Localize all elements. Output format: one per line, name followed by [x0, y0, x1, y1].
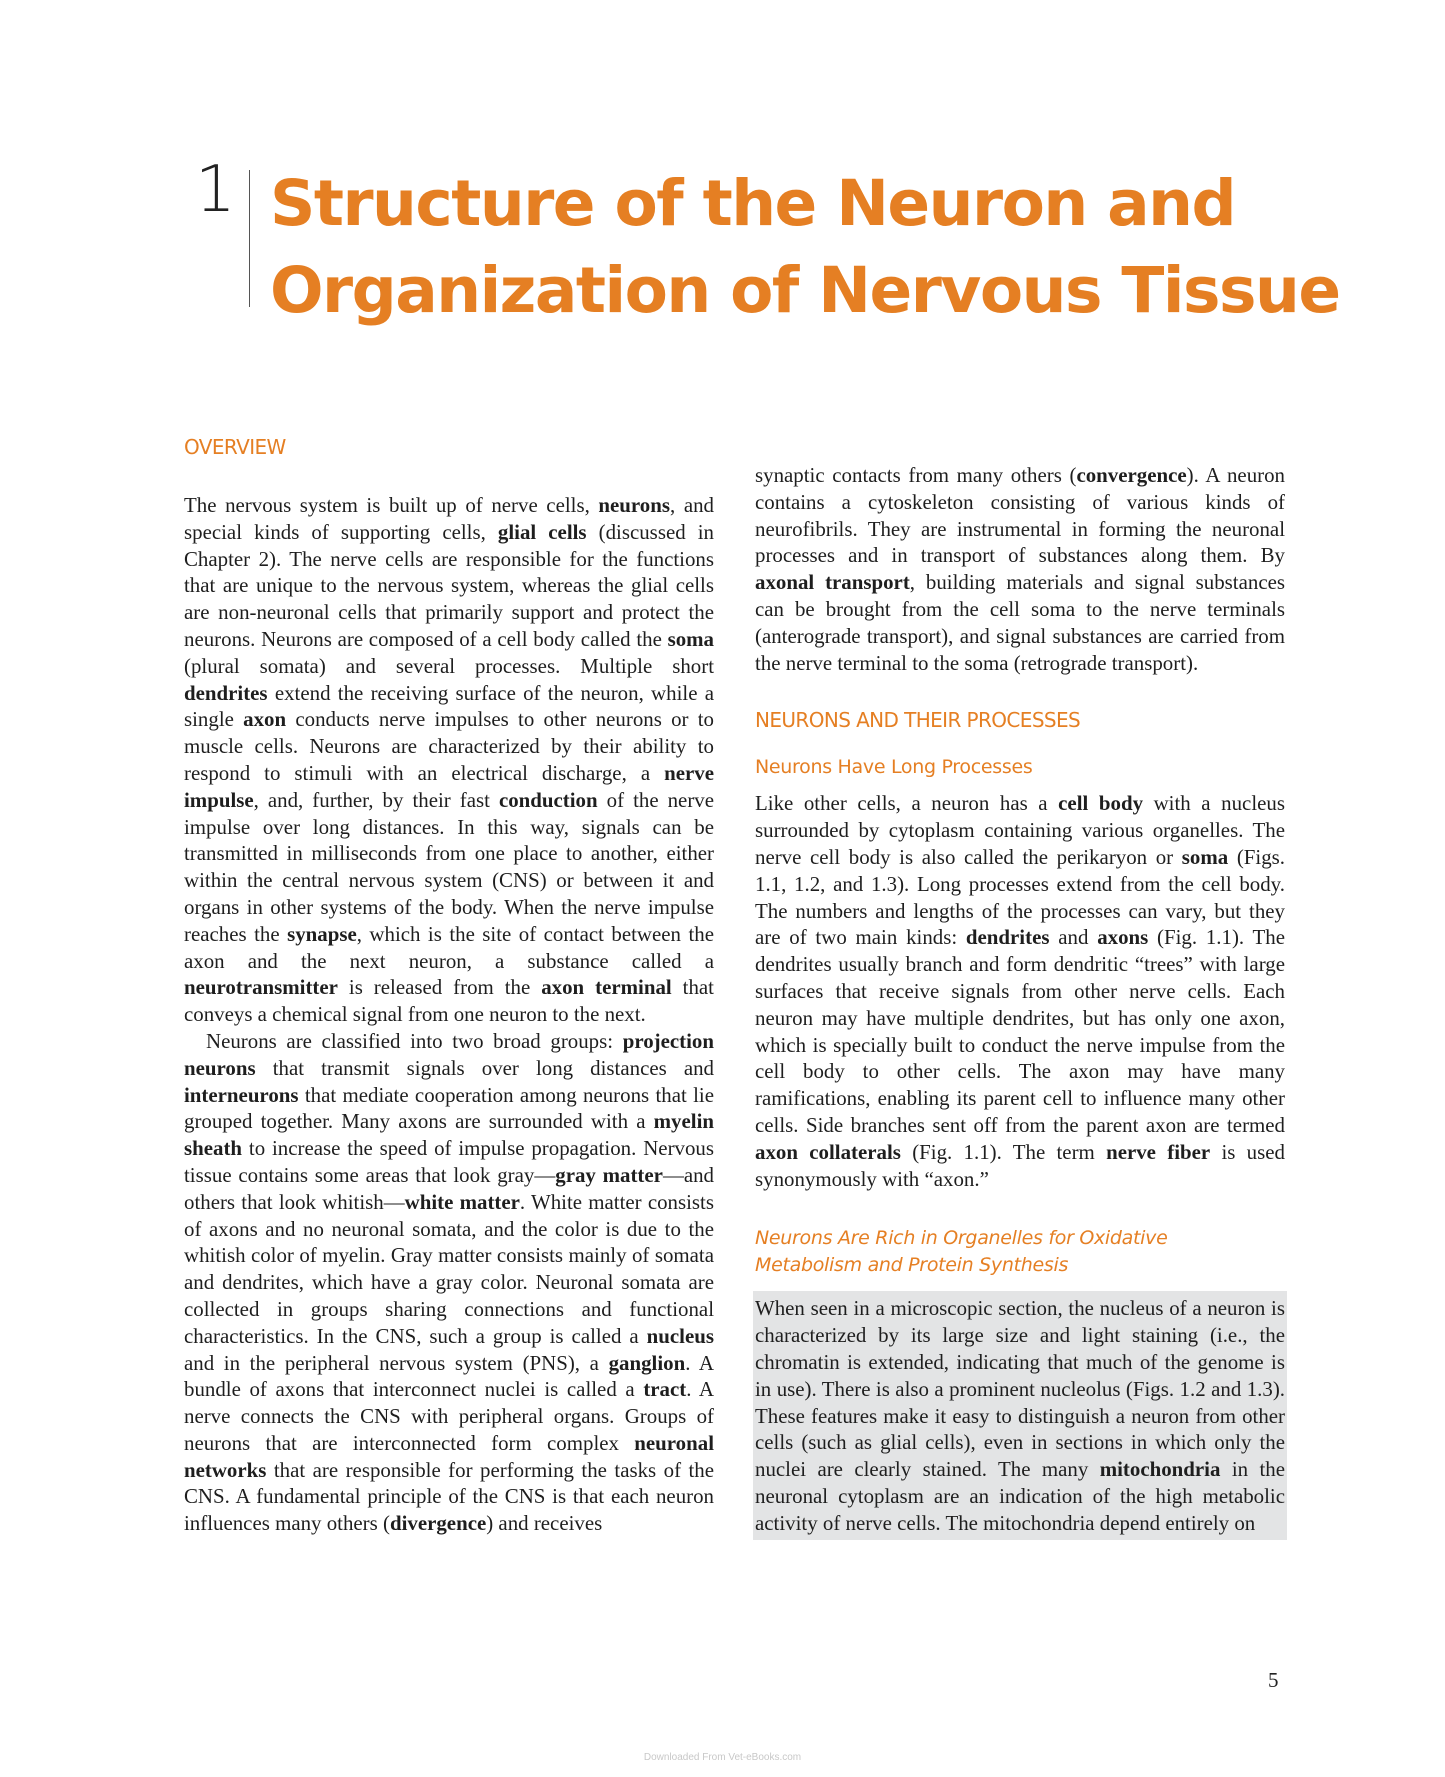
bold-term: projection neurons	[184, 1028, 714, 1080]
subsection-heading-organelles-line-1: Neurons Are Rich in Organelles for Oxidative	[755, 1227, 1168, 1250]
bold-term: interneurons	[184, 1082, 299, 1107]
bold-term: axon terminal	[541, 975, 672, 1000]
bold-term: divergence	[389, 1511, 487, 1536]
subsection-heading-long-processes: Neurons Have Long Processes	[755, 756, 1033, 779]
paragraph: Neurons are classified into two broad groups: projection neurons that transmit signals over long distances and interneurons that mediate cooperation among neurons that lie grouped together. Many axons are surrounded with a myelin sheath to increase the speed of impulse propagation. Nervous tissue contains some areas that look gray—gray matter—and others that look whitish—white matter. White matter consists of axons and no neuronal somata, and the color is due to the whitish color of myelin. Gray matter consists mainly of somata and dendrites, which have a gray color. Neuronal somata are collected in groups sharing connections and functional characteristics. In the CNS, such a group is called a nucleus and in the peripheral nervous system (PNS), a ganglion. A bundle of axons that interconnect nuclei is called a tract. A nerve connects the CNS with peripheral organs. Groups of neurons that are interconnected form complex neuronal networks that are responsible for performing the tasks of the CNS. A fundamental principle of the CNS is that each neuron influences many others (divergence) and receives	[184, 1028, 714, 1536]
bold-term: conduction	[498, 787, 598, 812]
paragraph: The nervous system is built up of nerve cells, neurons, and special kinds of supporting cells, glial cells (discussed in Chapter 2). The nerve cells are responsible for the functions that are unique to the nervous system, whereas the glial cells are non-neuronal cells that primarily support and protect the neurons. Neurons are composed of a cell body called the soma (plural somata) and several processes. Multiple short dendrites extend the receiving surface of the neuron, while a single axon conducts nerve impulses to other neurons or to muscle cells. Neurons are characterized by their ability to respond to stimuli with an electrical discharge, a nerve impulse, and, further, by their fast conduction of the nerve impulse over long distances. In this way, signals can be transmitted in milliseconds from one place to another, either within the central nervous system (CNS) or between it and organs in other systems of the body. When the nerve impulse reaches the synapse, which is the site of contact between the axon and the next neuron, a substance called a neurotransmitter is released from the axon terminal that conveys a chemical signal from one neuron to the next.	[184, 493, 714, 1027]
chapter-title-line-1: Structure of the Neuron and	[270, 167, 1236, 240]
subsection-heading-organelles	[755, 1225, 1285, 1279]
bold-term: axonal transport	[755, 570, 910, 595]
bold-term: ganglion	[608, 1350, 686, 1375]
chapter-number: 1	[195, 153, 236, 227]
bold-term: axons	[1097, 925, 1149, 950]
download-footer: Downloaded From Vet-eBooks.com	[643, 1752, 802, 1763]
bold-term: nucleus	[646, 1323, 714, 1348]
subsection-heading-organelles-line-2: Metabolism and Protein Synthesis	[755, 1254, 1069, 1277]
paragraph: synaptic contacts from many others (convergence). A neuron contains a cytoskeleton consisting of various kinds of neurofibrils. They are instrumental in forming the neuronal processes and in transport of substances along them. By axonal transport, building materials and signal substances can be brought from the cell soma to the nerve terminals (anterograde transport), and signal substances are carried from the nerve terminal to the soma (retrograde transport).	[755, 463, 1285, 675]
bold-term: synapse	[287, 921, 357, 946]
bold-term: nerve impulse	[184, 760, 714, 812]
chapter-title	[270, 160, 1340, 334]
bold-term: gray matter	[555, 1162, 663, 1187]
paragraph: Like other cells, a neuron has a cell body with a nucleus surrounded by cytoplasm containing various organelles. The nerve cell body is also called the perikaryon or soma (Figs. 1.1, 1.2, and 1.3). Long processes extend from the cell body. The numbers and lengths of the processes can vary, but they are of two main kinds: dendrites and axons (Fig. 1.1). The dendrites usually branch and form dendritic “trees” with large surfaces that receive signals from other nerve cells. Each neuron may have multiple dendrites, but has only one axon, which is specially built to conduct the nerve impulse from the cell body to other cells. The axon may have many ramifications, enabling its parent cell to influence many other cells. Side branches sent off from the parent axon are termed axon collaterals (Fig. 1.1). The term nerve fiber is used synonymously with “axon.”	[755, 791, 1286, 1191]
bold-term: glial cells	[497, 519, 587, 544]
bold-term: myelin sheath	[184, 1109, 714, 1161]
bold-term: soma	[667, 626, 714, 651]
bold-term: neurons	[598, 493, 671, 517]
bold-term: nerve fiber	[1106, 1139, 1211, 1164]
bold-term: neuronal networks	[184, 1430, 714, 1482]
shaded-paragraph: When seen in a microscopic section, the nucleus of a neuron is characterized by its large size and light staining (i.e., the chromatin is extended, indicating that much of the genome is in use). There is also a prominent nucleolus (Figs. 1.2 and 1.3). These features make it easy to distinguish a neuron from other cells (such as glial cells), even in sections in which only the nuclei are clearly stained. The many mitochondria in the neuronal cytoplasm are an indication of the high metabolic activity of nerve cells. The mitochondria depend entirely on	[753, 1291, 1287, 1539]
bold-term: neurotransmitter	[184, 975, 338, 1000]
bold-term: axon	[243, 707, 287, 732]
section-heading-overview: OVERVIEW	[184, 435, 286, 459]
page-number: 5	[1268, 1668, 1279, 1692]
right-column	[755, 462, 1285, 1540]
bold-term: tract	[643, 1377, 687, 1402]
bold-term: axon collaterals	[755, 1139, 901, 1164]
bold-term: dendrites	[965, 925, 1050, 950]
chapter-divider	[249, 170, 250, 307]
bold-term: mitochondria	[1099, 1457, 1221, 1482]
bold-term: white matter	[404, 1189, 520, 1214]
chapter-title-line-2: Organization of Nervous Tissue	[270, 254, 1340, 327]
section-heading-neurons: NEURONS AND THEIR PROCESSES	[755, 708, 1081, 733]
bold-term: dendrites	[184, 680, 268, 705]
bold-term: cell body	[1058, 791, 1144, 816]
bold-term: convergence	[1076, 463, 1187, 487]
left-column	[184, 435, 714, 1537]
bold-term: soma	[1181, 844, 1229, 869]
